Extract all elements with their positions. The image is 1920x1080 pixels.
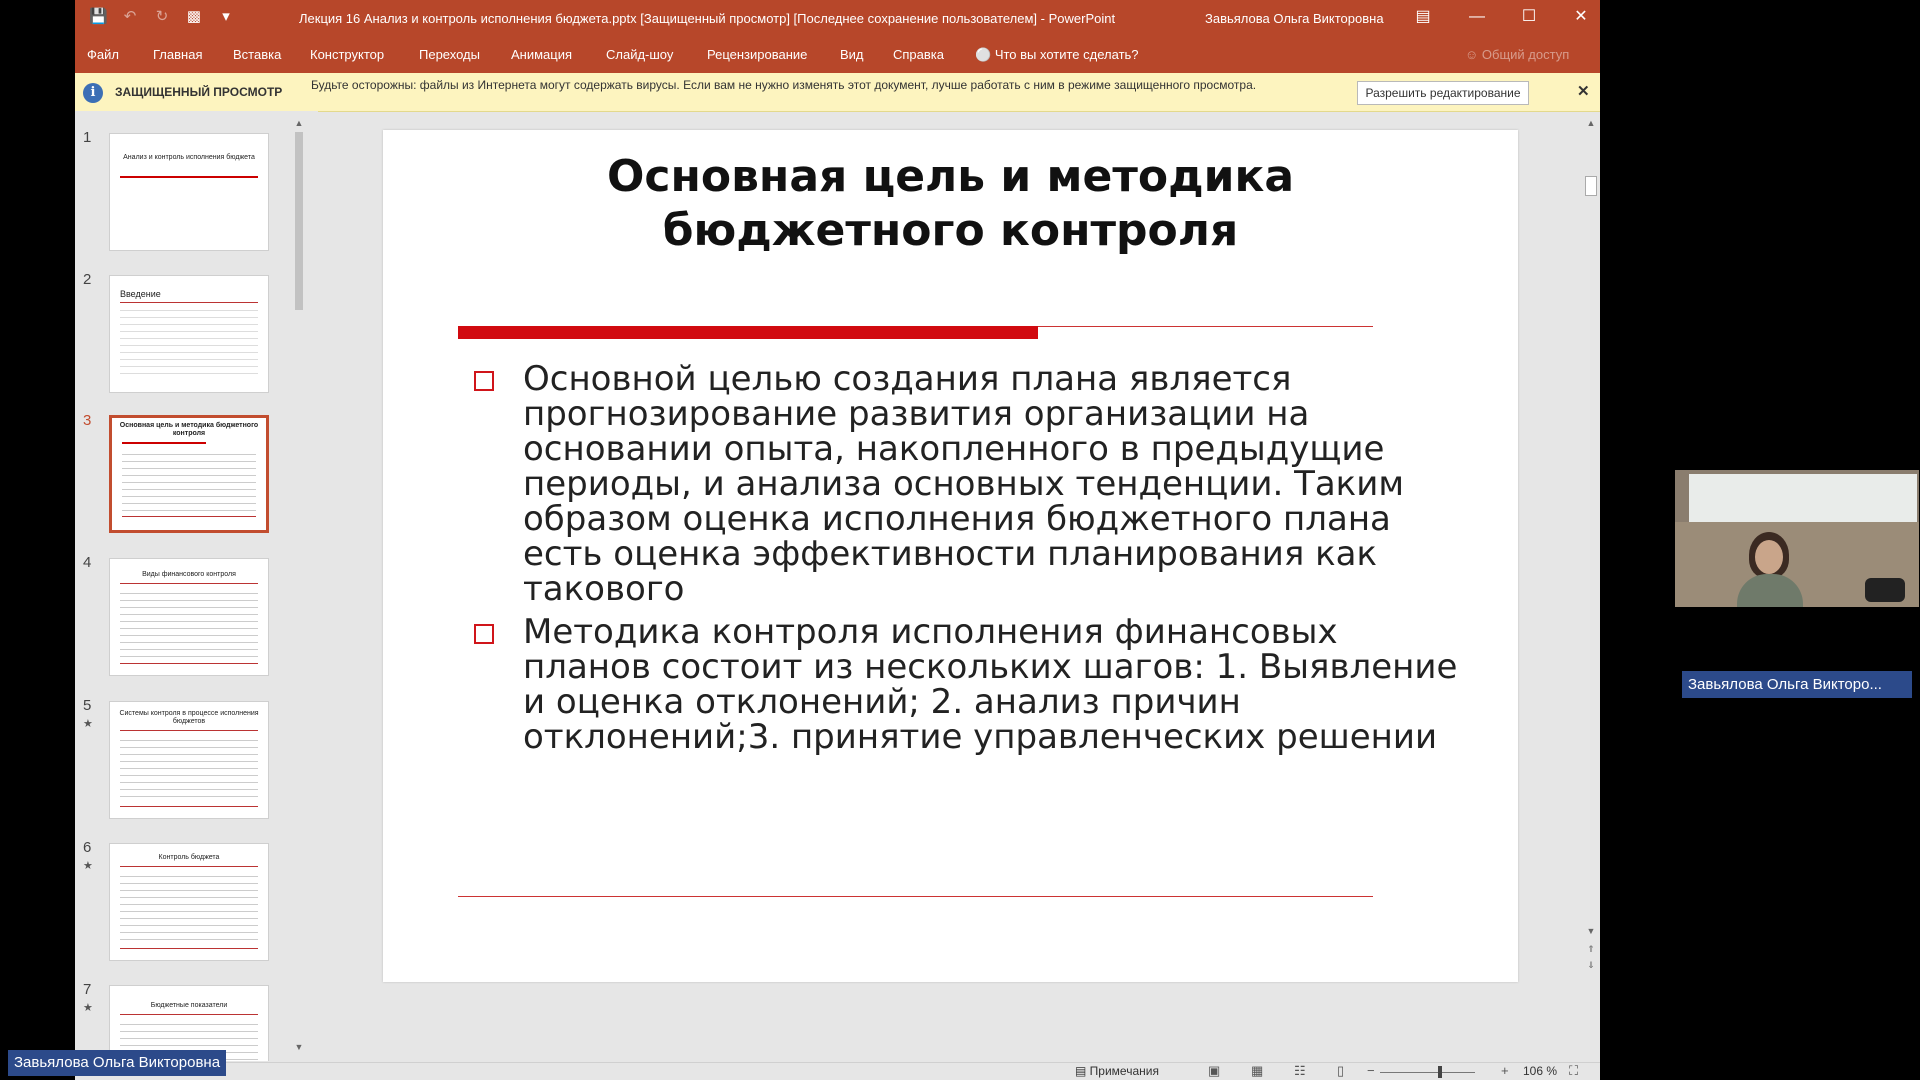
thumbnails-scrollbar[interactable] [293,118,305,1058]
minimize-button[interactable]: — [1469,8,1485,25]
thumbnail-number: 3 [83,412,92,429]
thumbnail-title: Контроль бюджета [158,854,220,861]
thumbnail-title: Виды финансового контроля [142,571,236,578]
thumbnail-slide-1[interactable] [109,133,269,251]
tab-file[interactable]: Файл [87,47,119,62]
info-icon: i [83,83,103,103]
footer-rule [458,896,1373,897]
close-button[interactable]: ✕ [1574,8,1588,25]
thumbnail-slide-6[interactable] [109,843,269,961]
share-label: Общий доступ [1481,47,1570,62]
customize-qat-icon[interactable]: ▾ [222,8,230,25]
tab-help[interactable]: Справка [893,47,944,62]
thumbnail-rule [120,663,258,664]
powerpoint-window [75,0,1600,1080]
thumbnail-slide-4[interactable] [109,558,269,676]
presenter-face [1755,540,1783,574]
bullet-list [458,359,1458,763]
bullet-item [458,612,1458,757]
tab-home[interactable]: Главная [153,47,203,62]
thumbnail-slide-2[interactable] [109,275,269,393]
status-bar [75,1062,1600,1080]
thumbnail-slide-5[interactable] [109,701,269,819]
thumbnail-number: 2 [83,271,92,288]
thumbnail-text-lines [120,872,258,942]
scroll-up-icon[interactable]: ▲ [294,118,304,128]
thumbnail-title: Основная цель и методика бюджетного контроля [119,422,259,437]
notes-icon: ▤ [1075,1064,1090,1078]
self-name-label: Завьялова Ольга Викторовна [8,1050,226,1076]
scroll-thumb[interactable] [295,132,303,310]
notes-label: Примечания [1089,1064,1159,1078]
participant-name-label: Завьялова Ольга Викторо... [1682,671,1912,698]
thumbnail-title: Введение [120,289,161,299]
zoom-slider-handle[interactable] [1438,1066,1442,1078]
tab-slideshow[interactable]: Слайд-шоу [606,47,674,62]
tab-view[interactable]: Вид [840,47,864,62]
maximize-button[interactable]: ☐ [1521,8,1537,25]
account-name[interactable]: Завьялова Ольга Викторовна [1205,11,1384,26]
slide-title-line-1: Основная цель и методика [606,151,1295,202]
tell-me-search[interactable] [975,47,1139,63]
animation-star-icon: ★ [83,718,93,730]
tab-transitions[interactable]: Переходы [419,47,480,62]
lightbulb-icon: ⚪ [975,47,995,62]
slide-canvas[interactable] [383,130,1518,982]
bullet-square-icon [474,624,494,644]
thumbnail-text-lines [120,589,258,657]
thumbnail-rule [120,730,258,731]
fit-to-window-icon[interactable]: ⛶ [1569,1063,1579,1078]
protected-view-label: ЗАЩИЩЕННЫЙ ПРОСМОТР [115,85,283,99]
quick-access-toolbar [89,8,235,26]
thumbnail-rule [120,948,258,949]
thumbnail-rule [120,1014,258,1015]
tab-design[interactable]: Конструктор [310,47,385,62]
slideshow-view-icon[interactable]: ▯ [1337,1063,1345,1078]
thumbnail-title: Бюджетные показатели [150,1002,228,1009]
protected-view-bar [75,73,1600,112]
ribbon-tabs [75,36,1600,73]
slide-scrollbar[interactable] [1584,118,1598,978]
thumbnail-text-lines [122,450,256,512]
scroll-down-icon[interactable]: ▼ [1586,926,1596,936]
tell-me-label: Что вы хотите сделать? [994,47,1139,62]
tab-insert[interactable]: Вставка [233,47,282,62]
bullet-square-icon [474,371,494,391]
thumbnail-rule [120,583,258,584]
thumbnail-rule [120,176,258,178]
window-title: Лекция 16 Анализ и контроль исполнения бюджета.pptx [Защищенный просмотр] [Последнее сохранение пользователем] - PowerPoint [299,11,1116,26]
zoom-out-icon[interactable]: − [1367,1063,1375,1078]
bullet-text: Основной целью создания плана является прогнозирование развития организации на основании опыта, накопленного в предыдущие периоды, и анализа основных тенденции. Таким образом оценка исполнения бюджетного плана есть оценка эффективности планирования как такового [523,359,1404,609]
thumbnail-number: 4 [83,554,92,571]
projection-screen [1689,474,1917,522]
thumbnail-number: 1 [83,129,92,146]
redo-icon[interactable]: ↻ [155,8,169,25]
reading-view-icon[interactable]: ☷ [1294,1063,1306,1078]
thumbnail-rule [120,806,258,807]
next-slide-icon[interactable]: ⇓ [1587,960,1595,970]
thumbnail-rule [122,442,206,444]
share-button[interactable] [1465,47,1569,62]
thumbnail-text-lines [120,736,258,798]
start-slideshow-icon[interactable]: ▩ [186,8,202,25]
accent-bar [458,326,1038,339]
undo-icon[interactable]: ↶ [123,8,137,25]
animation-star-icon: ★ [83,1002,93,1014]
zoom-slider[interactable] [1380,1072,1475,1073]
chair [1865,578,1905,602]
slide-sorter-icon[interactable]: ▦ [1251,1063,1264,1078]
slide-title [383,150,1518,258]
thumbnail-number: 7 [83,981,92,998]
thumbnail-rule [122,516,256,517]
zoom-in-icon[interactable]: + [1501,1063,1509,1078]
scroll-up-icon[interactable]: ▲ [1586,118,1596,128]
scroll-thumb[interactable] [1585,176,1597,196]
thumbnail-rule [120,302,258,303]
tab-review[interactable]: Рецензирование [707,47,808,62]
slide-title-line-2: бюджетного контроля [662,205,1239,256]
thumbnail-title: Анализ и контроль исполнения бюджета [123,154,255,161]
accent-rule [1038,326,1373,327]
title-bar [75,0,1600,36]
bullet-item [458,359,1458,609]
enable-editing-button[interactable]: Разрешить редактирование [1357,81,1529,105]
thumbnail-text-lines [120,306,258,376]
bullet-text: Методика контроля исполнения финансовых планов состоит из нескольких шагов: 1. Выявление и оценка отклонений; 2. анализ причин отклонений;3. принятие управленческих решении [523,612,1458,757]
close-icon[interactable]: ✕ [1577,83,1590,100]
tab-animations[interactable]: Анимация [511,47,573,62]
normal-view-icon[interactable]: ▣ [1208,1063,1221,1078]
slide-thumbnails-pane [75,111,318,1061]
person-icon: ☺ [1465,47,1482,62]
thumbnail-number: 5 [83,697,92,714]
notes-button[interactable] [1075,1064,1159,1078]
animation-star-icon: ★ [83,860,93,872]
ribbon-display-options-icon[interactable]: ▤ [1415,8,1431,25]
thumbnail-rule [120,866,258,867]
participant-video [1675,470,1919,607]
thumbnail-slide-3[interactable] [109,415,269,533]
save-icon[interactable]: 💾 [89,8,108,25]
protected-view-message: Будьте осторожны: файлы из Интернета могут содержать вирусы. Если вам не нужно изменять этот документ, лучше работать с ним в режиме защищенного просмотра. [311,78,1257,92]
thumbnail-number: 6 [83,839,92,856]
scroll-down-icon[interactable]: ▼ [294,1042,304,1052]
zoom-level[interactable]: 106 % [1523,1064,1558,1078]
thumbnail-title: Системы контроля в процессе исполнения бюджетов [119,710,259,725]
previous-slide-icon[interactable]: ⇑ [1587,944,1595,954]
